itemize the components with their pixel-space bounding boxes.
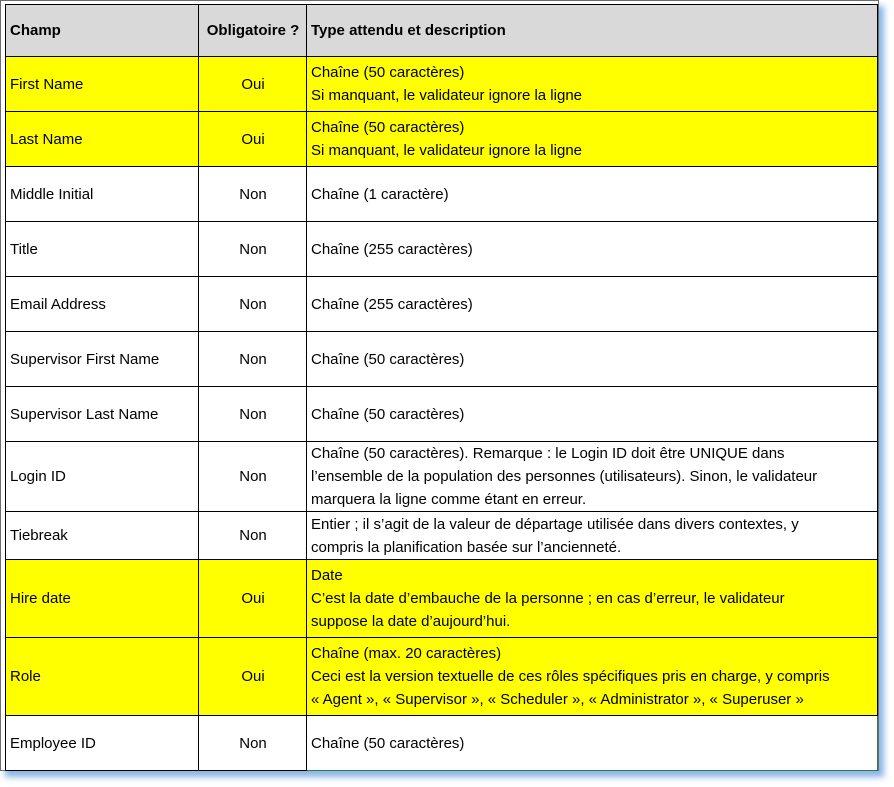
table-row — [6, 57, 878, 112]
field-name-cell: Login ID — [6, 442, 199, 512]
description-line: Chaîne (50 caractères) — [311, 734, 465, 752]
description-cell — [307, 222, 878, 277]
field-name-cell: Last Name — [6, 112, 199, 167]
description-line: C’est la date d’embauche de la personne ; en cas d’erreur, le validateur — [311, 590, 785, 607]
description-line: « Agent », « Supervisor », « Scheduler », « Administrator », « Superuser » — [311, 691, 804, 708]
description-cell — [307, 442, 878, 512]
description-line: Chaîne (50 caractères) — [311, 64, 465, 81]
description-line: Chaîne (50 caractères) — [311, 405, 465, 423]
description-line: Chaîne (255 caractères) — [311, 240, 473, 258]
description-cell — [307, 277, 878, 332]
description-cell — [307, 112, 878, 167]
description-cell — [307, 512, 878, 560]
description-line: marquera la ligne comme étant en erreur. — [311, 491, 587, 508]
table-row — [6, 716, 878, 771]
description-cell — [307, 716, 878, 771]
field-name-cell: Employee ID — [6, 716, 199, 771]
header-required: Obligatoire ? — [199, 5, 307, 57]
field-name-cell: Middle Initial — [6, 167, 199, 222]
table-row — [6, 277, 878, 332]
description-line: l’ensemble de la population des personnes (utilisateurs). Sinon, le validateur — [311, 468, 818, 485]
required-cell: Non — [199, 387, 307, 442]
description-line: Chaîne (255 caractères) — [311, 295, 473, 313]
description-line: Entier ; il s’agit de la valeur de départage utilisée dans divers contextes, y — [311, 515, 799, 533]
field-name-cell: Supervisor Last Name — [6, 387, 199, 442]
table-header-row — [6, 5, 878, 57]
description-line: Chaîne (50 caractères) — [311, 119, 465, 136]
required-cell: Oui — [199, 57, 307, 112]
table-row — [6, 560, 878, 638]
description-line: Ceci est la version textuelle de ces rôles spécifiques pris en charge, y compris — [311, 668, 830, 685]
field-name-cell: Title — [6, 222, 199, 277]
table-row — [6, 222, 878, 277]
required-cell: Non — [199, 512, 307, 560]
description-line: compris la planification basée sur l’ancienneté. — [311, 538, 622, 556]
required-cell: Non — [199, 222, 307, 277]
header-field: Champ — [6, 5, 199, 57]
table-row — [6, 112, 878, 167]
description-line: Chaîne (max. 20 caractères) — [311, 645, 502, 662]
description-line: suppose la date d’aujourd’hui. — [311, 613, 511, 630]
table-row — [6, 442, 878, 512]
description-line: Chaîne (1 caractère) — [311, 185, 449, 203]
field-name-cell: First Name — [6, 57, 199, 112]
field-spec-table — [5, 4, 878, 771]
description-line: Chaîne (50 caractères) — [311, 350, 465, 368]
description-cell — [307, 387, 878, 442]
description-cell — [307, 560, 878, 638]
field-name-cell: Hire date — [6, 560, 199, 638]
description-line: Date — [311, 567, 343, 584]
header-description: Type attendu et description — [307, 5, 878, 57]
table-row — [6, 387, 878, 442]
table-row — [6, 167, 878, 222]
required-cell: Non — [199, 167, 307, 222]
required-cell: Oui — [199, 638, 307, 716]
table-row — [6, 332, 878, 387]
required-cell: Non — [199, 332, 307, 387]
required-cell: Non — [199, 716, 307, 771]
field-name-cell: Tiebreak — [6, 512, 199, 560]
required-cell: Non — [199, 277, 307, 332]
table-row — [6, 512, 878, 560]
description-line: Chaîne (50 caractères). Remarque : le Login ID doit être UNIQUE dans — [311, 445, 785, 462]
field-name-cell: Email Address — [6, 277, 199, 332]
description-line: Si manquant, le validateur ignore la ligne — [311, 142, 583, 159]
required-cell: Oui — [199, 112, 307, 167]
table-row — [6, 638, 878, 716]
description-line: Si manquant, le validateur ignore la ligne — [311, 87, 583, 104]
required-cell: Oui — [199, 560, 307, 638]
description-cell — [307, 638, 878, 716]
field-name-cell: Role — [6, 638, 199, 716]
description-cell — [307, 167, 878, 222]
description-cell — [307, 332, 878, 387]
field-name-cell: Supervisor First Name — [6, 332, 199, 387]
required-cell: Non — [199, 442, 307, 512]
description-cell — [307, 57, 878, 112]
